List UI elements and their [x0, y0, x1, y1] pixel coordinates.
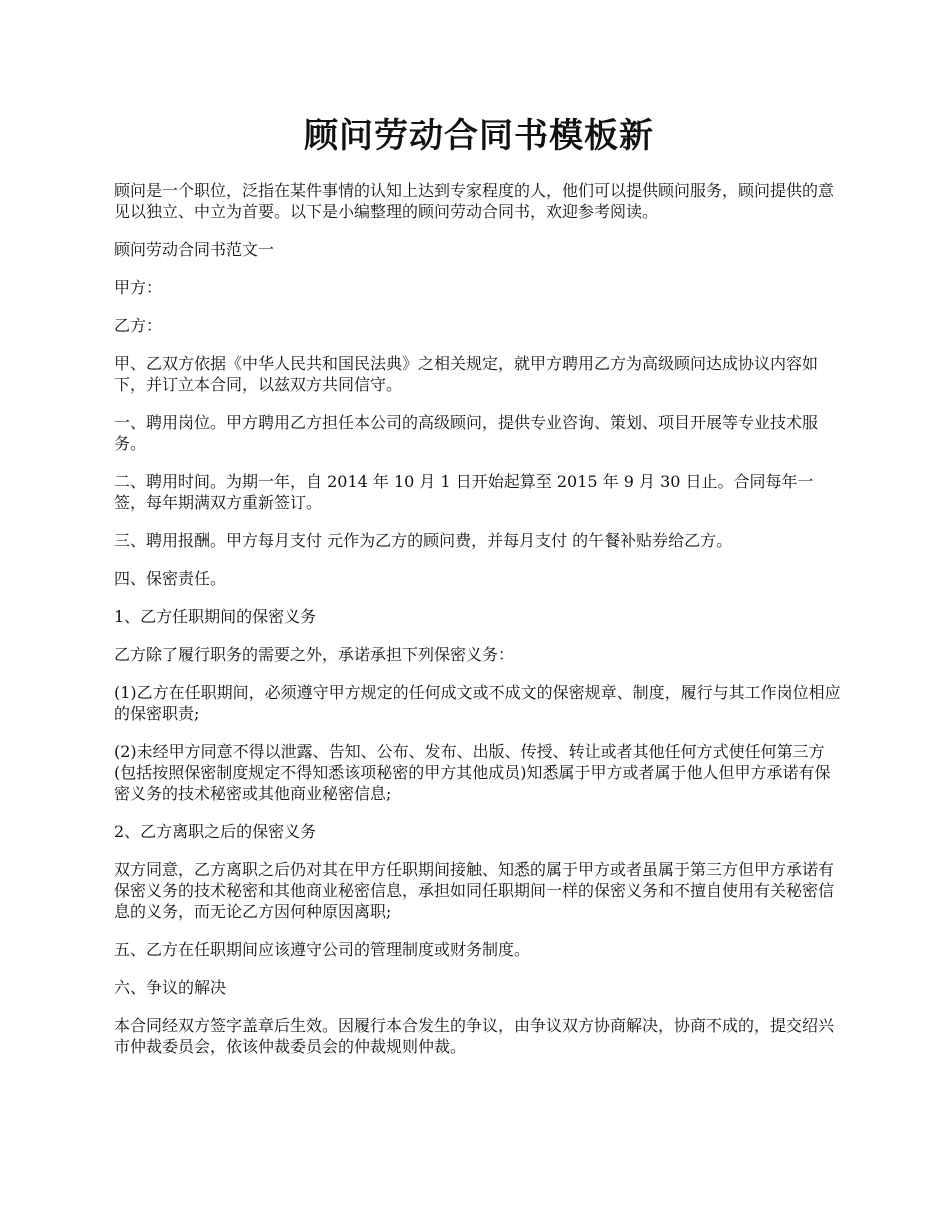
- intro-paragraph: 顾问是一个职位，泛指在某件事情的认知上达到专家程度的人，他们可以提供顾问服务，顾问提供的意见以独立、中立为首要。以下是小编整理的顾问劳动合同书，欢迎参考阅读。: [114, 181, 835, 221]
- clause-position: 一、聘用岗位。甲方聘用乙方担任本公司的高级顾问，提供专业咨询、策划、项目开展等专业技术服务。: [114, 413, 819, 453]
- document-title: 顾问劳动合同书模板新: [304, 116, 654, 156]
- preamble-paragraph: 甲、乙双方依据《中华人民共和国民法典》之相关规定，就甲方聘用乙方为高级顾问达成协议内容如下，并订立本合同，以兹双方共同信守。: [114, 354, 819, 394]
- disputes-paragraph: 本合同经双方签字盖章后生效。因履行本合发生的争议，由争议双方协商解决，协商不成的，提交绍兴市仲裁委员会，依该仲裁委员会的仲裁规则仲裁。: [114, 1016, 835, 1056]
- confidentiality-item-2: (2)未经甲方同意不得以泄露、告知、公布、发布、出版、传授、转让或者其他任何方式使任何第三方(包括按照保密制度规定不得知悉该项秘密的甲方其他成员)知悉属于甲方或者属于他人但甲方承诺有保密义务的技术秘密或其他商业秘密信息;: [114, 742, 831, 803]
- document-page: [114, 108, 844, 1074]
- clause-term: 二、聘用时间。为期一年，自 2014 年 10 月 1 日开始起算至 2015 年 9 月 30 日止。合同每年一签，每年期满双方重新签订。: [114, 472, 814, 512]
- clause-compliance: 五、乙方在任职期间应该遵守公司的管理制度或财务制度。: [114, 940, 531, 959]
- clause-confidentiality: 四、保密责任。: [114, 569, 227, 588]
- section-heading: 顾问劳动合同书范文一: [114, 240, 275, 259]
- subclause-after-departure: 2、乙方离职之后的保密义务: [114, 822, 317, 841]
- clause-compensation: 三、聘用报酬。甲方每月支付 元作为乙方的顾问费，并每月支付 的午餐补贴券给乙方。: [114, 531, 733, 550]
- clause-disputes: 六、争议的解决: [114, 978, 227, 997]
- confidentiality-intro: 乙方除了履行职务的需要之外，承诺承担下列保密义务：: [114, 645, 515, 664]
- confidentiality-item-1: (1)乙方在任职期间，必须遵守甲方规定的任何成文或不成文的保密规章、制度，履行与其工作岗位相应的保密职责;: [114, 683, 841, 723]
- post-departure-paragraph: 双方同意，乙方离职之后仍对其在甲方任职期间接触、知悉的属于甲方或者虽属于第三方但甲方承诺有保密义务的技术秘密和其他商业秘密信息，承担如同任职期间一样的保密义务和不擅自使用有关秘密信息的义务，而无论乙方因何种原因离职;: [114, 860, 835, 921]
- party-a-line: 甲方：: [114, 278, 163, 297]
- subclause-during-employment: 1、乙方任职期间的保密义务: [114, 607, 317, 626]
- party-b-line: 乙方：: [114, 316, 163, 335]
